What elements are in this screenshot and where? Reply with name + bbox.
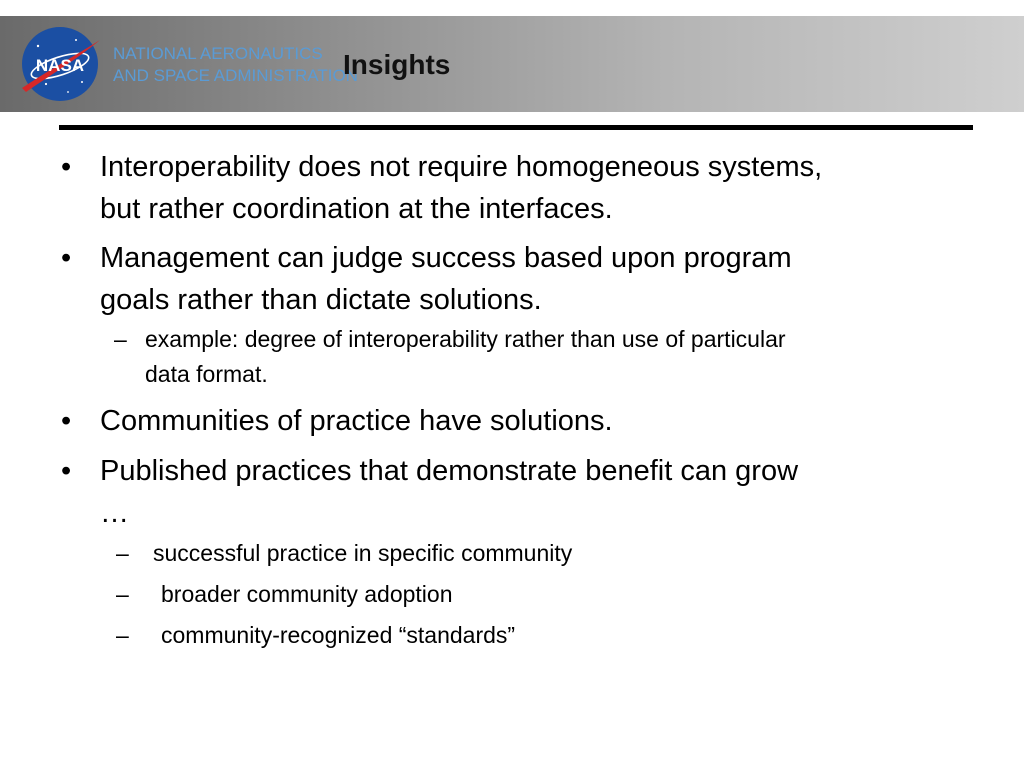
sub-bullet-marker: – (116, 581, 129, 607)
sub-bullet-line: example: degree of interoperability rather than use of particular (145, 326, 786, 352)
agency-name-line-1: NATIONAL AERONAUTICS (113, 44, 323, 63)
slide-title: Insights (343, 49, 451, 80)
bullet-line: but rather coordination at the interfaces. (100, 193, 613, 225)
sub-bullet-line: successful practice in specific community (153, 540, 573, 566)
bullet-line: goals rather than dictate solutions. (100, 284, 542, 316)
sub-bullet-marker: – (116, 540, 129, 566)
sub-bullet-marker: – (116, 622, 129, 648)
bullet-marker: • (61, 455, 72, 487)
bullet-line: … (100, 497, 129, 529)
sub-bullet-line: broader community adoption (161, 581, 453, 607)
bullet-marker: • (61, 151, 72, 183)
bullet-line: Interoperability does not require homogeneous systems, (100, 151, 823, 183)
nasa-logo (16, 22, 104, 106)
bullet-marker: • (61, 242, 72, 274)
title-divider (59, 125, 973, 130)
sub-bullet-line: data format. (145, 361, 268, 387)
sub-bullet-line: community-recognized “standards” (161, 622, 516, 648)
bullet-line: Published practices that demonstrate benefit can grow (100, 455, 799, 487)
nasa-logo-text: NASA (35, 56, 85, 75)
agency-name-line-2: AND SPACE ADMINISTRATION (113, 66, 358, 85)
agency-name (113, 43, 358, 87)
bullet-line: Management can judge success based upon program (100, 242, 792, 274)
bullet-marker: • (61, 405, 72, 437)
bullet-line: Communities of practice have solutions. (100, 405, 613, 437)
sub-bullet-marker: – (114, 326, 127, 352)
